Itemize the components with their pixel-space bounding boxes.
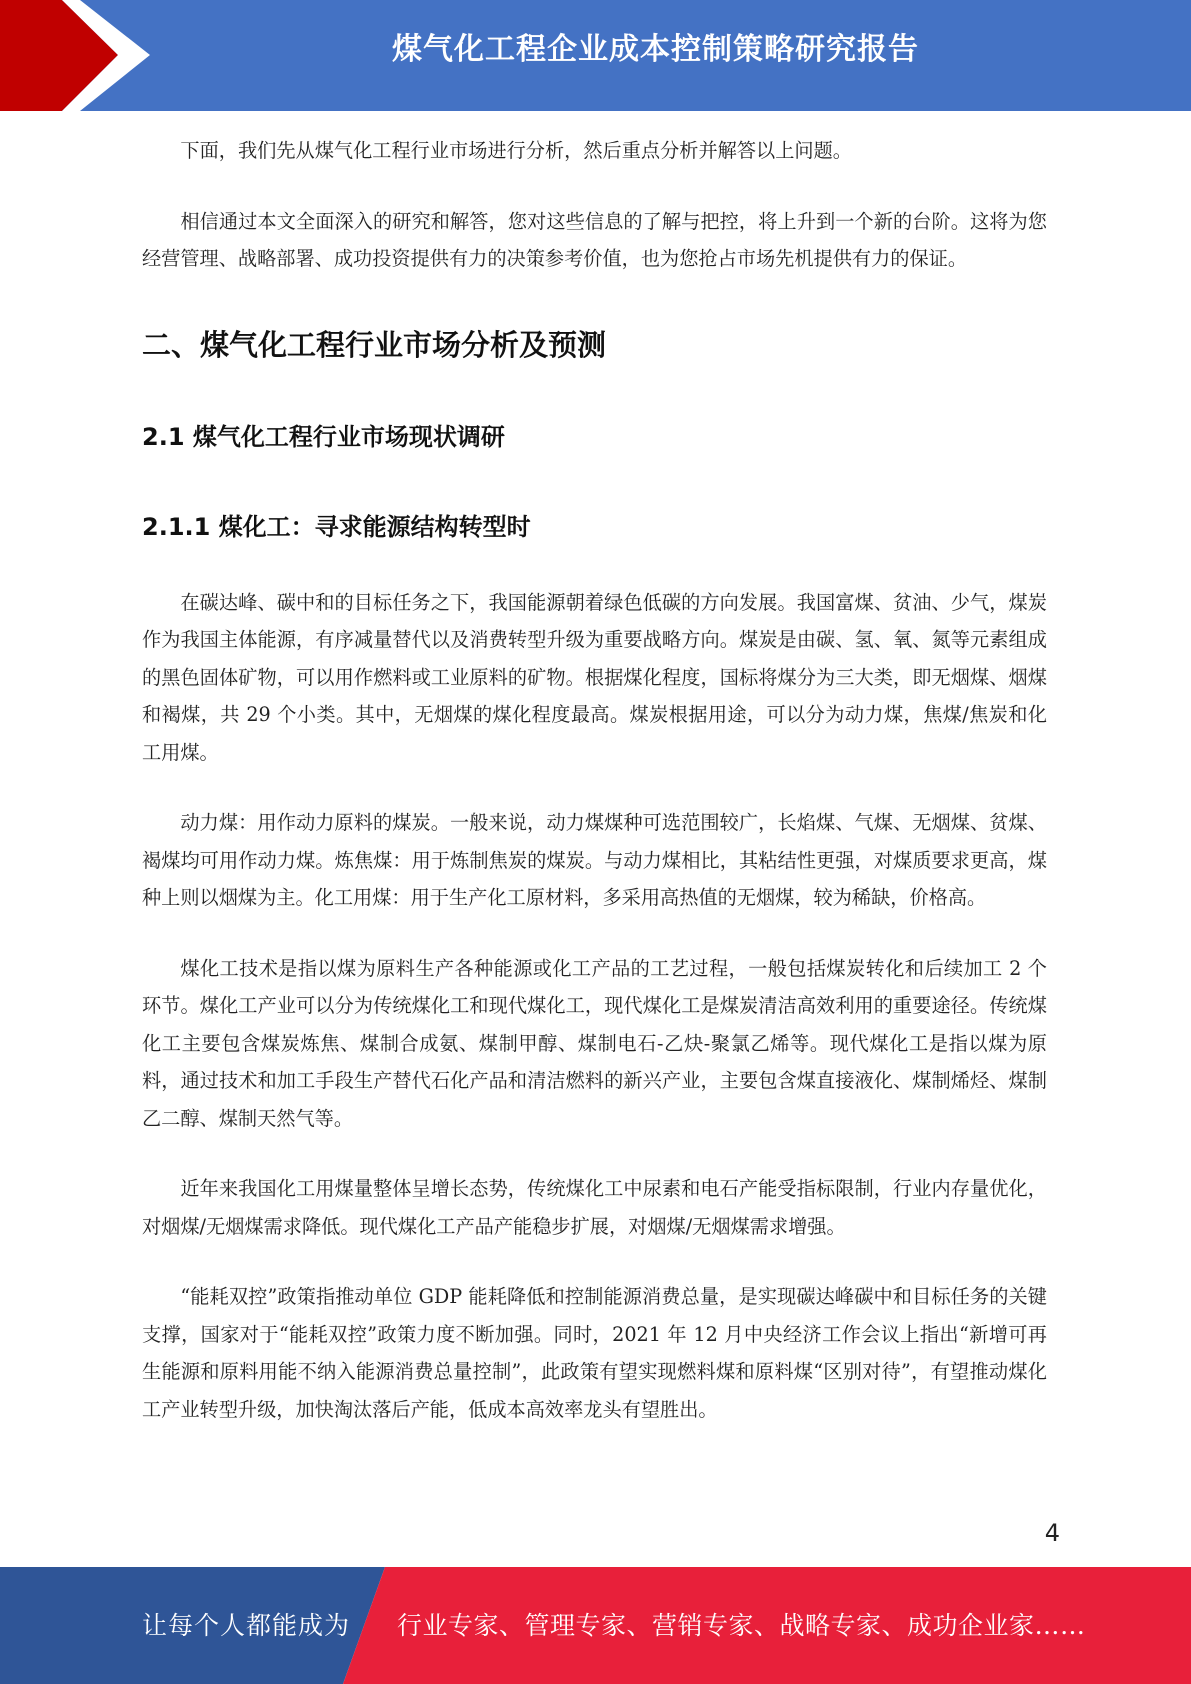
body-paragraph: 动力煤：用作动力原料的煤炭。一般来说，动力煤煤种可选范围较广，长焰煤、气煤、无烟煤、贫煤、褐煤均可用作动力煤。炼焦煤：用于炼制焦炭的煤炭。与动力煤相比，其粘结性更强，对煤质要求更高，煤种上则以烟煤为主。化工用煤：用于生产化工原材料，多采用高热值的无烟煤，较为稀缺，价格高。 [142,811,1047,909]
body-paragraph: 近年来我国化工用煤量整体呈增长态势，传统煤化工中尿素和电石产能受指标限制，行业内存量优化，对烟煤/无烟煤需求降低。现代煤化工产品产能稳步扩展，对烟煤/无烟煤需求增强。 [142,1177,1047,1238]
intro-paragraph: 下面，我们先从煤气化工程行业市场进行分析，然后重点分析并解答以上问题。 [180,139,852,162]
footer-slogan-right: 行业专家、管理专家、营销专家、战略专家、成功企业家…… [397,1611,1086,1640]
page-header [0,0,1191,111]
body-paragraph: 煤化工技术是指以煤为原料生产各种能源或化工产品的工艺过程，一般包括煤炭转化和后续加工 2 个环节。煤化工产业可以分为传统煤化工和现代煤化工，现代煤化工是煤炭清洁高效利用的重要途径。传统煤化工主要包含煤炭炼焦、煤制合成氨、煤制甲醇、煤制电石-乙炔-聚氯乙烯等。现代煤化工是指以煤为原料，通过技术和加工手段生产替代石化产品和清洁燃料的新兴产业，主要包含煤直接液化、煤制烯烃、煤制乙二醇、煤制天然气等。 [142,956,1047,1130]
page-number: 4 [1044,1519,1060,1547]
subsection-heading: 2.1 煤气化工程行业市场现状调研 [142,422,505,451]
subsubsection-heading: 2.1.1 煤化工：寻求能源结构转型时 [142,512,531,541]
page-footer [0,1567,1191,1684]
header-chevron-decoration [0,0,160,111]
intro-paragraph: 相信通过本文全面深入的研究和解答，您对这些信息的了解与把控，将上升到一个新的台阶。这将为您经营管理、战略部署、成功投资提供有力的决策参考价值，也为您抢占市场先机提供有力的保证。 [142,209,1047,270]
body-paragraph: 在碳达峰、碳中和的目标任务之下，我国能源朝着绿色低碳的方向发展。我国富煤、贫油、少气，煤炭作为我国主体能源，有序减量替代以及消费转型升级为重要战略方向。煤炭是由碳、氢、氧、氮等元素组成的黑色固体矿物，可以用作燃料或工业原料的矿物。根据煤化程度，国标将煤分为三大类，即无烟煤、烟煤和褐煤，共 29 个小类。其中，无烟煤的煤化程度最高。煤炭根据用途，可以分为动力煤，焦煤/焦炭和化工用煤。 [142,590,1047,764]
header-title: 煤气化工程企业成本控制策略研究报告 [392,32,919,67]
section-heading: 二、煤气化工程行业市场分析及预测 [142,327,607,362]
body-paragraph: “能耗双控”政策指推动单位 GDP 能耗降低和控制能源消费总量，是实现碳达峰碳中和目标任务的关键支撑，国家对于“能耗双控”政策力度不断加强。同时，2021 年 12 月中央经济工作会议上指出“新增可再生能源和原料用能不纳入能源消费总量控制”，此政策有望实现燃料煤和原料煤“区别对待”，有望推动煤化工产业转型升级，加快淘汰落后产能，低成本高效率龙头有望胜出。 [142,1285,1047,1421]
footer-slogan-left: 让每个人都能成为 [142,1611,351,1640]
main-content [142,132,1047,1428]
